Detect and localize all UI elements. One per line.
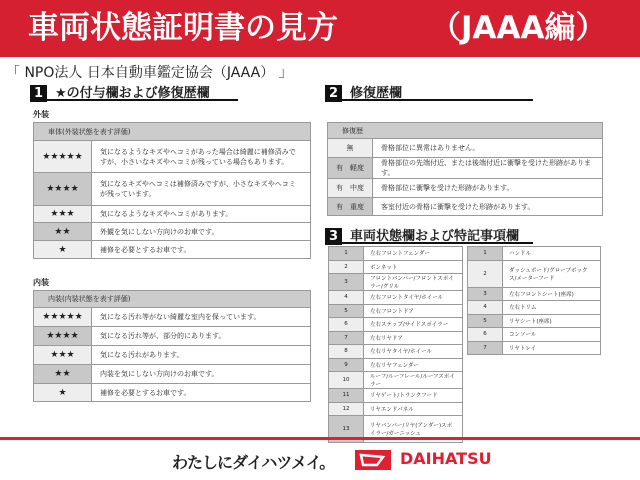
row-description: リヤバンパー/リヤ(アンダー)スポイラー/ガーニッシュ — [364, 416, 463, 443]
item-number: 8 — [329, 345, 364, 359]
row-description: 左右フロントフェンダー — [364, 247, 463, 261]
table-row — [328, 158, 603, 179]
table-row — [468, 301, 601, 315]
table-row — [329, 318, 463, 332]
table-row — [329, 247, 463, 261]
item-number: 9 — [329, 358, 364, 372]
star-rating: ★★★★ — [34, 327, 92, 346]
table-row — [34, 384, 311, 402]
table-row — [329, 274, 463, 291]
item-number: 5 — [468, 314, 503, 328]
table-row — [329, 304, 463, 318]
table-row — [468, 287, 601, 301]
star-rating: ★ — [34, 241, 92, 259]
table-row — [329, 389, 463, 403]
divider — [0, 437, 640, 440]
row-description: リヤエンドパネル — [364, 402, 463, 416]
interior-items-table — [467, 246, 601, 355]
item-number: 3 — [468, 287, 503, 301]
star-rating: ★★ — [34, 365, 92, 384]
row-description: 左右リヤフェンダー — [364, 358, 463, 372]
table-row — [329, 345, 463, 359]
row-description: 内装を気にしない方向けのお車です。 — [92, 365, 311, 384]
item-number: 4 — [329, 291, 364, 305]
repair-level: 無 — [328, 139, 373, 158]
table-row — [329, 358, 463, 372]
item-number: 7 — [468, 341, 503, 355]
table-row — [468, 314, 601, 328]
daihatsu-logo-icon — [355, 450, 391, 470]
row-description: 骨格部位の先端付近、または後端付近に衝撃を受けた形跡があります。 — [373, 158, 603, 179]
page-header — [0, 0, 640, 57]
brand-name: DAIHATSU — [400, 449, 492, 468]
star-rating: ★★★ — [34, 206, 92, 223]
exterior-rating-table — [33, 122, 311, 259]
table-row — [34, 308, 311, 327]
star-rating: ★★★ — [34, 346, 92, 365]
item-number: 12 — [329, 402, 364, 416]
row-description: コンソール — [503, 328, 601, 342]
section-title: 車両状態欄および特記事項欄 — [350, 229, 520, 244]
row-description: 左右トリム — [503, 301, 601, 315]
section-number: 3 — [325, 228, 342, 245]
star-rating: ★★★★ — [34, 173, 92, 206]
section-1-heading — [30, 82, 238, 101]
row-description: ボンネット — [364, 260, 463, 274]
row-description: 左右フロントシート(座席) — [503, 287, 601, 301]
section-title: 修復歴欄 — [350, 86, 403, 101]
interior-rating-table — [33, 290, 311, 402]
repair-level: 有 軽度 — [328, 158, 373, 179]
table-row — [34, 173, 311, 206]
table-row — [34, 365, 311, 384]
repair-level: 有 中度 — [328, 179, 373, 198]
page-title-suffix: （JAAA編） — [430, 10, 607, 46]
repair-level: 有 重度 — [328, 198, 373, 216]
section-title: ★の付与欄および修復歴欄 — [55, 86, 210, 101]
row-description: 気になるようなキズやヘコミがあった場合は綺麗に補修済みですが、小さいなキズやヘコミが残っている場合もあります。 — [92, 141, 311, 173]
row-description: リヤシート(座席) — [503, 314, 601, 328]
repair-history-table — [327, 122, 603, 216]
row-description: 左右リヤタイヤ/ホイール — [364, 345, 463, 359]
row-description: 補修を必要とするお車です。 — [92, 241, 311, 259]
star-rating: ★★ — [34, 223, 92, 241]
row-description: 左右リヤドア — [364, 331, 463, 345]
item-number: 5 — [329, 304, 364, 318]
section-number: 2 — [325, 85, 342, 102]
row-description: ダッシュボード/グローブボックス/メーターフード — [503, 260, 601, 287]
table-row — [34, 241, 311, 259]
table-row — [34, 206, 311, 223]
row-description: 客室付近の骨格に衝撃を受けた形跡があります。 — [373, 198, 603, 216]
exterior-label: 外装 — [33, 110, 49, 119]
star-rating: ★ — [34, 384, 92, 402]
table-row — [468, 341, 601, 355]
item-number: 4 — [468, 301, 503, 315]
section-2-heading — [325, 82, 533, 101]
table-row — [34, 223, 311, 241]
row-description: ハンドル — [503, 247, 601, 261]
row-description: 外観を気にしない方向けのお車です。 — [92, 223, 311, 241]
item-number: 2 — [329, 260, 364, 274]
row-description: 気になる汚れ等がない綺麗な室内を保っています。 — [92, 308, 311, 327]
row-description: 左右フロントタイヤ/ホイール — [364, 291, 463, 305]
table-row — [329, 291, 463, 305]
table-row — [329, 260, 463, 274]
table-row — [329, 402, 463, 416]
item-number: 6 — [468, 328, 503, 342]
item-number: 7 — [329, 331, 364, 345]
section-3-heading — [325, 225, 533, 244]
row-description: フロントバンパー/フロントスポイラー/グリル — [364, 274, 463, 291]
table-row — [328, 179, 603, 198]
slogan-logo: わたしにダイハツメイ。 — [172, 453, 335, 472]
row-description: 気になる汚れがあります。 — [92, 346, 311, 365]
row-description: 骨格部位に衝撃を受けた形跡があります。 — [373, 179, 603, 198]
star-rating: ★★★★★ — [34, 141, 92, 173]
item-number: 13 — [329, 416, 364, 443]
table-row — [468, 260, 601, 287]
section-number: 1 — [30, 85, 47, 102]
row-description: リヤトレイ — [503, 341, 601, 355]
table-row — [34, 327, 311, 346]
row-description: リヤゲート/トランクフード — [364, 389, 463, 403]
item-number: 11 — [329, 389, 364, 403]
table-row — [329, 372, 463, 389]
row-description: 左右フロントドア — [364, 304, 463, 318]
row-description: 補修を必要とするお車です。 — [92, 384, 311, 402]
interior-label: 内装 — [33, 278, 49, 287]
table-row — [468, 328, 601, 342]
table-row — [328, 139, 603, 158]
table-row — [329, 331, 463, 345]
item-number: 6 — [329, 318, 364, 332]
item-number: 1 — [329, 247, 364, 261]
item-number: 1 — [468, 247, 503, 261]
row-description: ルーフ/ルーフレール/ルーフスポイラー — [364, 372, 463, 389]
table-header: 車体(外装状態を表す評価) — [34, 123, 311, 141]
item-number: 10 — [329, 372, 364, 389]
row-description: 左右ステップ/サイドスポイラー — [364, 318, 463, 332]
exterior-items-table — [328, 246, 463, 443]
organization-name: 「 NPO法人 日本自動車鑑定協会（JAAA） 」 — [6, 65, 293, 81]
row-description: 気になるキズやヘコミは補修済みですが、小さなキズやヘコミが残っています。 — [92, 173, 311, 206]
table-row — [328, 198, 603, 216]
table-header: 修復歴 — [328, 123, 603, 139]
table-row — [468, 247, 601, 261]
item-number: 3 — [329, 274, 364, 291]
page-title: 車両状態証明書の見方 — [28, 10, 338, 46]
item-number: 2 — [468, 260, 503, 287]
row-description: 気になる汚れ等が、部分的にあります。 — [92, 327, 311, 346]
table-row — [34, 141, 311, 173]
star-rating: ★★★★★ — [34, 308, 92, 327]
row-description: 骨格部位に異常はありません。 — [373, 139, 603, 158]
table-header: 内装(内装状態を表す評価) — [34, 291, 311, 308]
table-row — [34, 346, 311, 365]
row-description: 気になるようなキズやヘコミがあります。 — [92, 206, 311, 223]
